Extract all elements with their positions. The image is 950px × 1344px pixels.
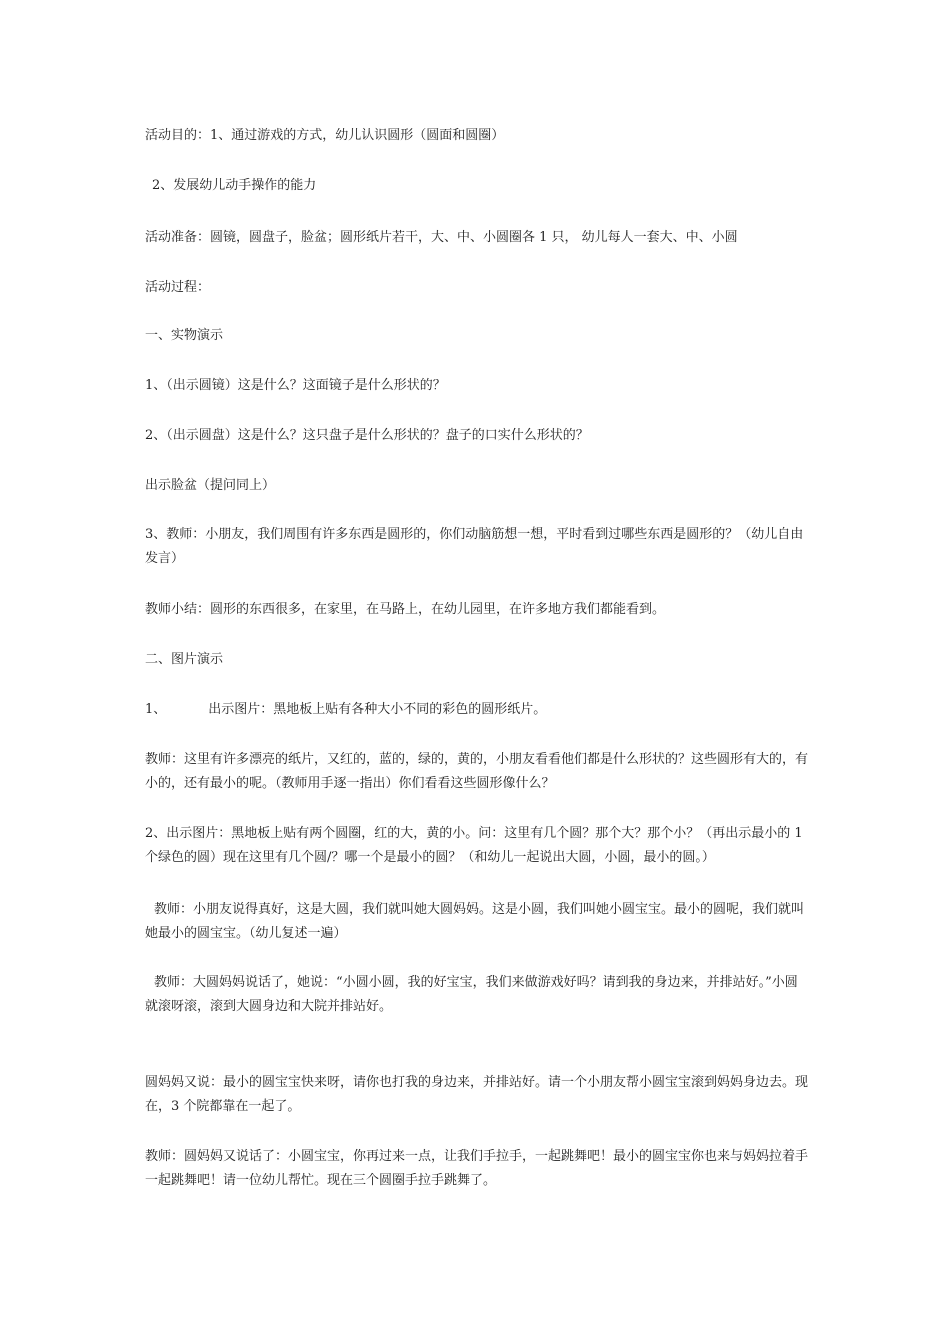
section-2-mother-1: 圆妈妈又说：最小的圆宝宝快来呀，请你也打我的身边来，并排站好。请一个小朋友帮小圆宝宝滚到妈妈身边去。现在，3 个院都靠在一起了。 <box>145 1075 809 1114</box>
goal-line-2: 2、发展幼儿动手操作的能力 <box>152 178 317 193</box>
goal-line-1: 活动目的：1、通过游戏的方式，幼儿认识圆形（圆面和圆圈） <box>145 128 505 143</box>
process-heading: 活动过程： <box>145 280 211 295</box>
section-2-item-1-number: 1、 <box>145 702 167 717</box>
section-2-heading: 二、图片演示 <box>145 652 224 667</box>
section-1-item-1: 1、（出示圆镜）这是什么？这面镜子是什么形状的？ <box>145 378 446 393</box>
section-1-item-2: 2、（出示圆盘）这是什么？这只盘子是什么形状的？盘子的口实什么形状的？ <box>145 428 589 443</box>
section-2-item-1-text: 出示图片：黑地板上贴有各种大小不同的彩色的圆形纸片。 <box>208 702 547 717</box>
section-1-basin: 出示脸盆（提问同上） <box>145 478 276 493</box>
section-2-item-1 <box>145 698 810 722</box>
section-2-teacher-2-text: 教师：小朋友说得真好，这是大圆，我们就叫她大圆妈妈。这是小圆，我们叫她小圆宝宝。最小的圆呢，我们就叫她最小的圆宝宝。（幼儿复述一遍） <box>145 902 805 941</box>
section-1-item-3: 3、教师：小朋友，我们周围有许多东西是圆形的，你们动脑筋想一想，平时看到过哪些东西是圆形的？（幼儿自由发言） <box>145 527 804 566</box>
section-2-teacher-2 <box>145 898 810 946</box>
section-2-teacher-4: 教师：圆妈妈又说话了：小圆宝宝，你再过来一点，让我们手拉手，一起跳舞吧！最小的圆宝宝你也来与妈妈拉着手一起跳舞吧！请一位幼儿帮忙。现在三个圆圈手拉手跳舞了。 <box>145 1149 809 1188</box>
section-2-teacher-1: 教师：这里有许多漂亮的纸片，又红的，蓝的，绿的，黄的，小朋友看看他们都是什么形状的？这些圆形有大的，有小的，还有最小的呢。（教师用手逐一指出）你们看看这些圆形像什么？ <box>145 752 809 791</box>
preparation-line: 活动准备：圆镜，圆盘子，脸盆；圆形纸片若干，大、中、小圆圈各 1 只， 幼儿每人一套大、中、小圆 <box>145 230 738 245</box>
section-1-summary: 教师小结：圆形的东西很多，在家里，在马路上，在幼儿园里，在许多地方我们都能看到。 <box>145 602 666 617</box>
section-2-teacher-3-text: 教师：大圆妈妈说话了，她说：“小圆小圆，我的好宝宝，我们来做游戏好吗？请到我的身边来，并排站好。”小圆就滚呀滚，滚到大圆身边和大院并排站好。 <box>145 975 798 1014</box>
section-1-heading: 一、实物演示 <box>145 328 224 343</box>
section-2-item-2: 2、出示图片：黑地板上贴有两个圆圈，红的大，黄的小。问：这里有几个圆？那个大？那个小？（再出示最小的 1 个绿色的圆）现在这里有几个圆/？哪一个是最小的圆？（和幼儿一起说出大圆，小圆，最小的圆。） <box>145 826 803 865</box>
section-2-teacher-3 <box>145 971 810 1019</box>
